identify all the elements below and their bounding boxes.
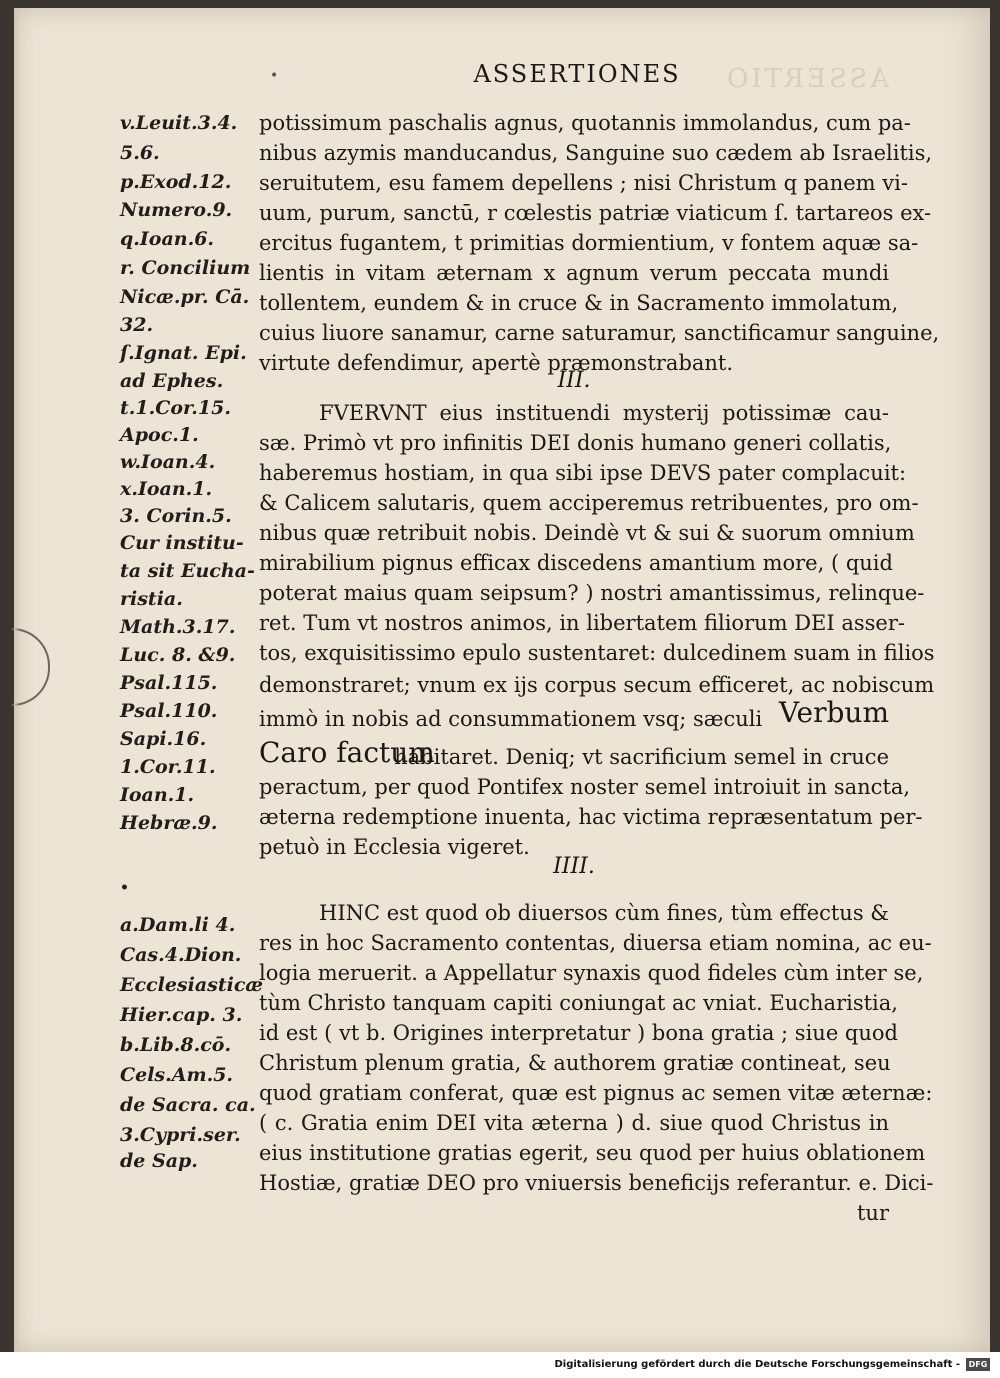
body-line: ret. Tum vt nostros animos, in libertatem filiorum DEI asser-	[259, 611, 905, 635]
body-line: poterat maius quam seipsum? ) nostri amantissimus, relinque-	[259, 581, 925, 605]
body-line: tos, exquisitissimo epulo sustentaret: dulcedinem suam in filios	[259, 641, 935, 665]
margin-note: b.Lib.8.cō.	[120, 1034, 232, 1056]
body-line: potissimum paschalis agnus, quotannis immolandus, cum pa-	[259, 111, 911, 135]
margin-note: t.1.Cor.15.	[120, 397, 231, 419]
margin-note: Cur institu-	[120, 532, 244, 554]
body-line: mirabilium pignus efficax discedens amantium more, ( quid	[259, 551, 893, 575]
body-line: demonstraret; vnum ex ijs corpus secum efficeret, ac nobiscum	[259, 673, 935, 697]
body-line: tollentem, eundem & in cruce & in Sacramento immolatum,	[259, 291, 899, 315]
body-line	[259, 696, 889, 734]
margin-note: Sapi.16.	[120, 728, 207, 750]
body-line: HINC est quod ob diuersos cùm fines, tùm effectus &	[319, 901, 889, 925]
margin-note: Math.3.17.	[120, 616, 236, 638]
margin-note: Apoc.1.	[120, 424, 199, 446]
body-line: seruitutem, esu famem depellens ; nisi Christum q panem vi-	[259, 171, 908, 195]
footer-bar	[0, 1352, 1000, 1378]
body-line: tùm Christo tanquam capiti coniungat ac vniat. Eucharistia,	[259, 991, 898, 1015]
margin-note: p.Exod.12.	[120, 171, 232, 193]
body-line: FVERVNT eius instituendi mysterij potissimæ cau-	[319, 401, 889, 425]
margin-note: 32.	[120, 314, 154, 336]
margin-note: Numero.9.	[120, 199, 233, 221]
margin-note: 1.Cor.11.	[120, 756, 216, 778]
margin-note: x.Ioan.1.	[120, 478, 213, 500]
body-line: Hostiæ, gratiæ DEO pro vniuersis beneficijs referantur. e. Dici-	[259, 1171, 934, 1195]
body-line: lientis in vitam æternam x agnum verum peccata mundi	[259, 261, 889, 285]
margin-note: ta sit Eucha-	[120, 560, 255, 582]
verbum-text: Verbum	[778, 696, 889, 729]
footer-credit: Digitalisierung gefördert durch die Deutsche Forschungsgemeinschaft -	[554, 1359, 960, 1370]
body-line: ercitus fugantem, t primitias dormientium, v fontem aquæ sa-	[259, 231, 919, 255]
margin-ornament: •	[120, 880, 129, 896]
margin-note: de Sap.	[120, 1150, 198, 1172]
margin-note: Psal.110.	[120, 700, 218, 722]
paper-clip-mark	[12, 628, 50, 706]
ornament-mark: •	[270, 68, 279, 84]
body-line: id est ( vt b. Origines interpretatur ) bona gratia ; siue quod	[259, 1021, 898, 1045]
margin-note: 5.6.	[120, 142, 160, 164]
body-line	[259, 738, 889, 770]
margin-note: Ecclesiasticæ	[120, 974, 264, 996]
body-line: nibus quæ retribuit nobis. Deindè vt & sui & suorum omnium	[259, 521, 915, 545]
body-line: cuius liuore sanamur, carne saturamur, sanctificamur sanguine,	[259, 321, 940, 345]
body-line: virtute defendimur, apertè præmonstrabant.	[259, 351, 734, 375]
margin-note: Hier.cap. 3.	[120, 1004, 243, 1026]
body-line: logia meruerit. a Appellatur synaxis quod fideles cùm inter se,	[259, 961, 924, 985]
body-line: nibus azymis manducandus, Sanguine suo cædem ab Israelitis,	[259, 141, 933, 165]
body-line: æterna redemptione inuenta, hac victima repræsentatum per-	[259, 805, 923, 829]
section-number-iii: III.	[557, 368, 591, 393]
margin-note: w.Ioan.4.	[120, 451, 216, 473]
margin-note: Ioan.1.	[120, 784, 195, 806]
margin-note: Hebræ.9.	[120, 812, 218, 834]
body-line: ( c. Gratia enim DEI vita æterna ) d. siue quod Christus in	[259, 1111, 889, 1135]
body-line: res in hoc Sacramento contentas, diuersa etiam nomina, ac eu-	[259, 931, 932, 955]
body-line: sæ. Primò vt pro infinitis DEI donis humano generi collatis,	[259, 431, 892, 455]
body-line: haberemus hostiam, in qua sibi ipse DEVS pater complacuit:	[259, 461, 907, 485]
margin-note: ristia.	[120, 588, 183, 610]
body-line: petuò in Ecclesia vigeret.	[259, 835, 530, 859]
margin-note: 3. Corin.5.	[120, 505, 232, 527]
body-text: immò in nobis ad consummationem vsq; sæculi	[259, 707, 763, 731]
body-line: eius institutione gratias egerit, seu quod per huius oblationem	[259, 1141, 926, 1165]
margin-note: ad Ephes.	[120, 370, 224, 392]
margin-note: v.Leuit.3.4.	[120, 112, 238, 134]
margin-note: Nicæ.pr. Cā.	[120, 286, 250, 308]
margin-note: 3.Cypri.ser.	[120, 1124, 241, 1146]
dfg-logo: DFG	[966, 1358, 990, 1371]
section-number-iiii: IIII.	[553, 854, 595, 879]
margin-note: Cas.4.Dion.	[120, 944, 242, 966]
catchword: tur	[856, 1201, 889, 1225]
scanned-page	[14, 8, 990, 1352]
body-text: habitaret. Deniq; vt sacrificium semel in cruce	[394, 745, 889, 769]
bleed-through-text: ASSERTIO	[724, 64, 889, 94]
body-line: peractum, per quod Pontifex noster semel introiuit in sancta,	[259, 775, 911, 799]
margin-note: ſ.Ignat. Epi.	[120, 342, 247, 364]
margin-note: r. Concilium	[120, 257, 251, 279]
running-head: ASSERTIONES	[473, 60, 681, 88]
caro-factum-text: Caro factum	[259, 736, 435, 769]
body-line: uum, purum, sanctū, r cœlestis patriæ viaticum ſ. tartareos ex-	[259, 201, 932, 225]
margin-note: Psal.115.	[120, 672, 218, 694]
margin-note: Cels.Am.5.	[120, 1064, 234, 1086]
margin-note: Luc. 8. &9.	[120, 644, 236, 666]
margin-note: a.Dam.li 4.	[120, 914, 236, 936]
body-line: quod gratiam conferat, quæ est pignus ac semen vitæ æternæ:	[259, 1081, 933, 1105]
body-line: Christum plenum gratia, & authorem gratiæ contineat, seu	[259, 1051, 891, 1075]
margin-note: de Sacra. ca.	[120, 1094, 256, 1116]
margin-note: q.Ioan.6.	[120, 228, 215, 250]
body-line: & Calicem salutaris, quem acciperemus retribuentes, pro om-	[259, 491, 919, 515]
